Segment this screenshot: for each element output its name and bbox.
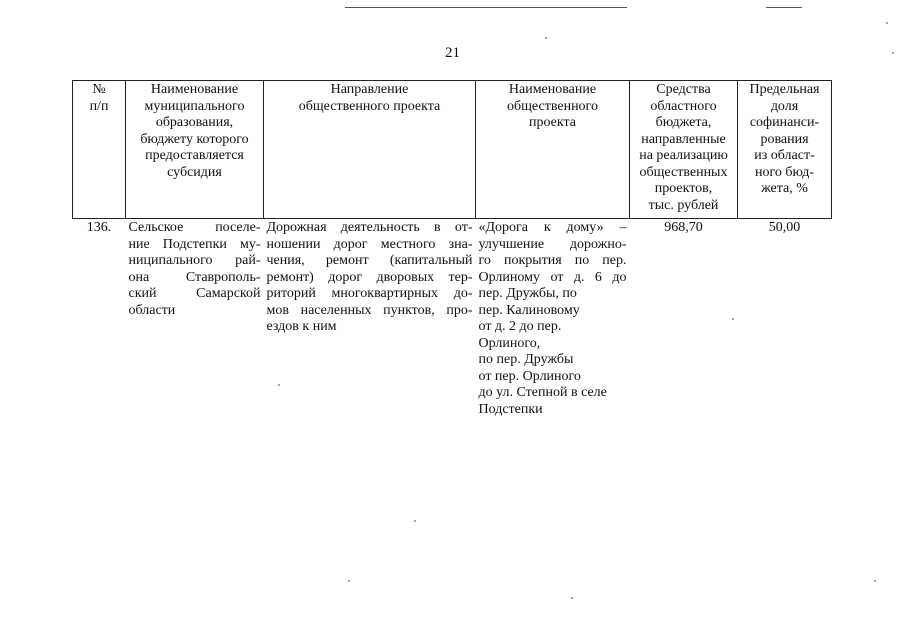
header-municipality <box>126 81 264 219</box>
row-number: 136. <box>86 220 112 235</box>
header-line: направленные <box>641 131 726 147</box>
header-line: образования, <box>155 115 234 130</box>
scan-speck <box>892 52 894 54</box>
header-number <box>73 81 126 219</box>
text-line: по пер. Дружбы <box>478 352 574 367</box>
header-line: п/п <box>89 98 109 114</box>
subsidy-table <box>72 80 832 419</box>
text-line: до ул. Степной в селе <box>478 385 607 400</box>
header-line: общественного проекта <box>298 98 441 114</box>
text-line: Орлиному от д. 6 до <box>478 269 627 285</box>
header-line: Наименование <box>150 82 239 97</box>
header-line: Наименование <box>508 82 597 97</box>
header-line: на реализацию <box>639 148 728 163</box>
text-line: пер. Калиновому <box>478 302 580 318</box>
text-line: улучшение дорожно- <box>478 236 627 252</box>
text-line: ездов к ним <box>266 319 337 334</box>
text-line: ниципального рай- <box>128 253 261 268</box>
row-project-name <box>476 219 630 420</box>
row-direction <box>264 219 476 420</box>
header-line: проекта <box>529 115 576 130</box>
header-project-name <box>476 81 630 219</box>
header-line: Средства <box>656 82 711 97</box>
header-line: ного бюд- <box>754 164 815 180</box>
scan-speck <box>348 580 350 582</box>
header-direction <box>264 81 476 219</box>
header-line: доля <box>770 98 799 114</box>
header-line: тыс. рублей <box>648 197 719 213</box>
scan-speck <box>886 22 888 24</box>
text-line: Орлиного, <box>478 335 541 351</box>
row-municipality <box>126 219 264 420</box>
text-line: ский Самарской <box>128 286 261 301</box>
text-line: чения, ремонт (капитальный <box>266 253 473 268</box>
header-line: бюджета, <box>655 115 712 130</box>
text-line: она Ставрополь- <box>128 269 261 285</box>
scan-speck <box>545 37 547 39</box>
header-funds <box>630 81 738 219</box>
scan-speck <box>414 520 416 522</box>
top-rule-right <box>766 7 802 8</box>
header-line: жета, % <box>761 181 808 196</box>
page-number: 21 <box>445 45 460 61</box>
header-line: из област- <box>754 148 815 163</box>
text-line: «Дорога к дому» – <box>478 220 627 235</box>
header-line: проектов, <box>654 181 713 196</box>
header-line: субсидия <box>167 164 222 180</box>
header-line: предоставляется <box>145 148 244 163</box>
table-header-row <box>73 81 832 219</box>
header-line: рования <box>760 131 809 147</box>
text-line: области <box>128 302 176 318</box>
scan-speck <box>732 318 734 320</box>
text-line: Дорожная деятельность в от- <box>266 220 473 235</box>
header-line: Направление <box>330 82 409 97</box>
text-line: Сельское поселе- <box>128 220 261 235</box>
scan-speck <box>874 580 876 582</box>
header-line: Предельная <box>749 82 820 97</box>
row-share: 50,00 <box>768 220 801 235</box>
text-line: Подстепки <box>478 401 543 417</box>
text-line: ремонт) дорог дворовых тер- <box>266 269 473 285</box>
top-rule-left <box>345 7 627 8</box>
text-line: го покрытия по пер. <box>478 253 627 268</box>
header-line: муниципального <box>144 98 245 114</box>
text-line: от д. 2 до пер. <box>478 319 562 334</box>
scan-speck <box>571 597 573 599</box>
header-line: бюджету которого <box>140 131 249 147</box>
row-funds: 968,70 <box>664 220 703 235</box>
table-row <box>73 219 832 420</box>
text-line: ние Подстепки му- <box>128 236 261 252</box>
text-line: ношении дорог местного зна- <box>266 236 473 252</box>
text-line: пер. Дружбы, по <box>478 286 577 301</box>
text-line: от пер. Орлиного <box>478 368 581 384</box>
header-line: общественных <box>639 164 728 180</box>
text-line: риторий многоквартирных до- <box>266 286 473 301</box>
header-share <box>738 81 832 219</box>
text-line: мов населенных пунктов, про- <box>266 302 473 318</box>
header-line: № <box>92 82 106 97</box>
header-line: софинанси- <box>749 115 820 130</box>
header-line: областного <box>650 98 717 114</box>
scan-speck <box>278 384 280 386</box>
header-line: общественного <box>507 98 598 114</box>
